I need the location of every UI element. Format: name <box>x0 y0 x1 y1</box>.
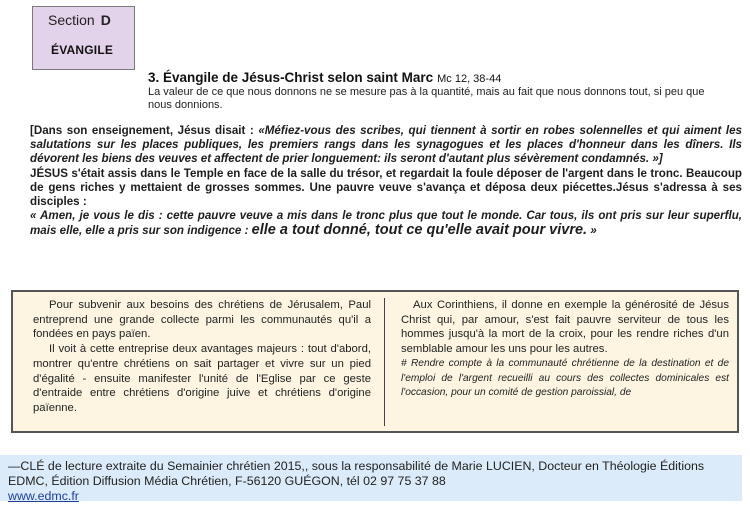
reading-subtitle: La valeur de ce que nous donnons ne se mesure pas à la quantité, mais au fait que nous donnons tout, si peu que nous donnions. <box>148 86 705 111</box>
gospel-intro-text: «Méfiez-vous des scribes, qui tiennent à sortir en robes solennelles et qui aiment les salutations sur les places publiques, les premiers rangs dans les synagogues et les places d'honneur dans les dîners. Ils dévorent les biens des veuves et affectent de prier longuement: ils seront d'autant plus sévèrement condamnés. »] <box>30 124 743 166</box>
section-box <box>32 6 135 70</box>
commentary-left-p1: Pour subvenir aux besoins des chrétiens de Jérusalem, Paul entreprend une grande collecte parmi les communautés qu'il a fondées en pays païen. <box>33 299 371 341</box>
commentary-box <box>11 290 739 433</box>
gospel-quote-text: « Amen, je vous le dis : cette pauvre veuve a mis dans le tronc plus que tout le monde. Car tous, ils ont pris sur leur superflu, mais elle, elle a pris sur son indigence : <box>30 209 742 238</box>
gospel-quote <box>30 209 742 238</box>
section-letter: D <box>100 12 111 28</box>
gospel-quote-emphasis: elle a tout donné, tout ce qu'elle avait pour vivre. <box>251 222 588 239</box>
scripture-reference: Mc 12, 38-44 <box>437 73 502 85</box>
gospel-intro-open: [Dans son enseignement, Jésus disait : <box>30 124 259 137</box>
section-label <box>48 12 111 28</box>
gospel-intro <box>30 124 742 167</box>
footer-credit-box <box>0 455 742 501</box>
gospel-quote-close: » <box>587 224 597 238</box>
reading-title-text: 3. Évangile de Jésus-Christ selon saint Marc <box>148 70 434 85</box>
gospel-text <box>30 124 742 239</box>
commentary-left-p2: Il voit à cette entreprise deux avantages majeurs : tout d'abord, montrer qu'entre chrétiens on sait partager et vivre sur un pied d'égalité - ensuite manifester l'unité de l'Eglise par ce geste d'entraide entre chrétiens d'origine juive et chrétiens d'origine païenne. <box>33 343 371 414</box>
footer-credit: —CLÉ de lecture extraite du Semainier chrétien 2015,, sous la responsabilité de Marie LUCIEN, Docteur en Théologie Éditions EDMC, Édition Diffusion Média Chrétien, F-56120 GUÉGON, tél 02 97 75 37 88 <box>8 459 705 488</box>
commentary-right-p1: Aux Corinthiens, il donne en exemple la générosité de Jésus Christ qui, par amour, s'est fait pauvre serviteur de tous les hommes jusqu'à la mort de la croix, pour les rendre riches d'un semblable amour les uns pour les autres. <box>401 299 729 356</box>
column-divider <box>384 298 385 426</box>
section-title: ÉVANGILE <box>51 43 114 57</box>
reading-title <box>148 70 728 85</box>
footer-website-link[interactable]: www.edmc.fr <box>8 489 79 503</box>
commentary-right-note: # Rendre compte à la communauté chrétienne de la destination et de l'emploi de l'argent recueilli au cours des collectes dominicales est l'occasion, pour un comité de gestion paroissial, de <box>401 357 729 399</box>
commentary-left-column <box>33 298 371 416</box>
commentary-right-column <box>401 298 729 401</box>
section-label-text: Section <box>48 12 95 28</box>
gospel-narrative: JÉSUS s'était assis dans le Temple en face de la salle du trésor, et regardait la foule déposer de l'argent dans le tronc. Beaucoup de gens riches y mettaient de grosses sommes. Une pauvre veuve s'avança et déposa deux piécettes.Jésus s'adressa à ses disciples : <box>30 166 742 209</box>
reading-header <box>148 70 728 112</box>
